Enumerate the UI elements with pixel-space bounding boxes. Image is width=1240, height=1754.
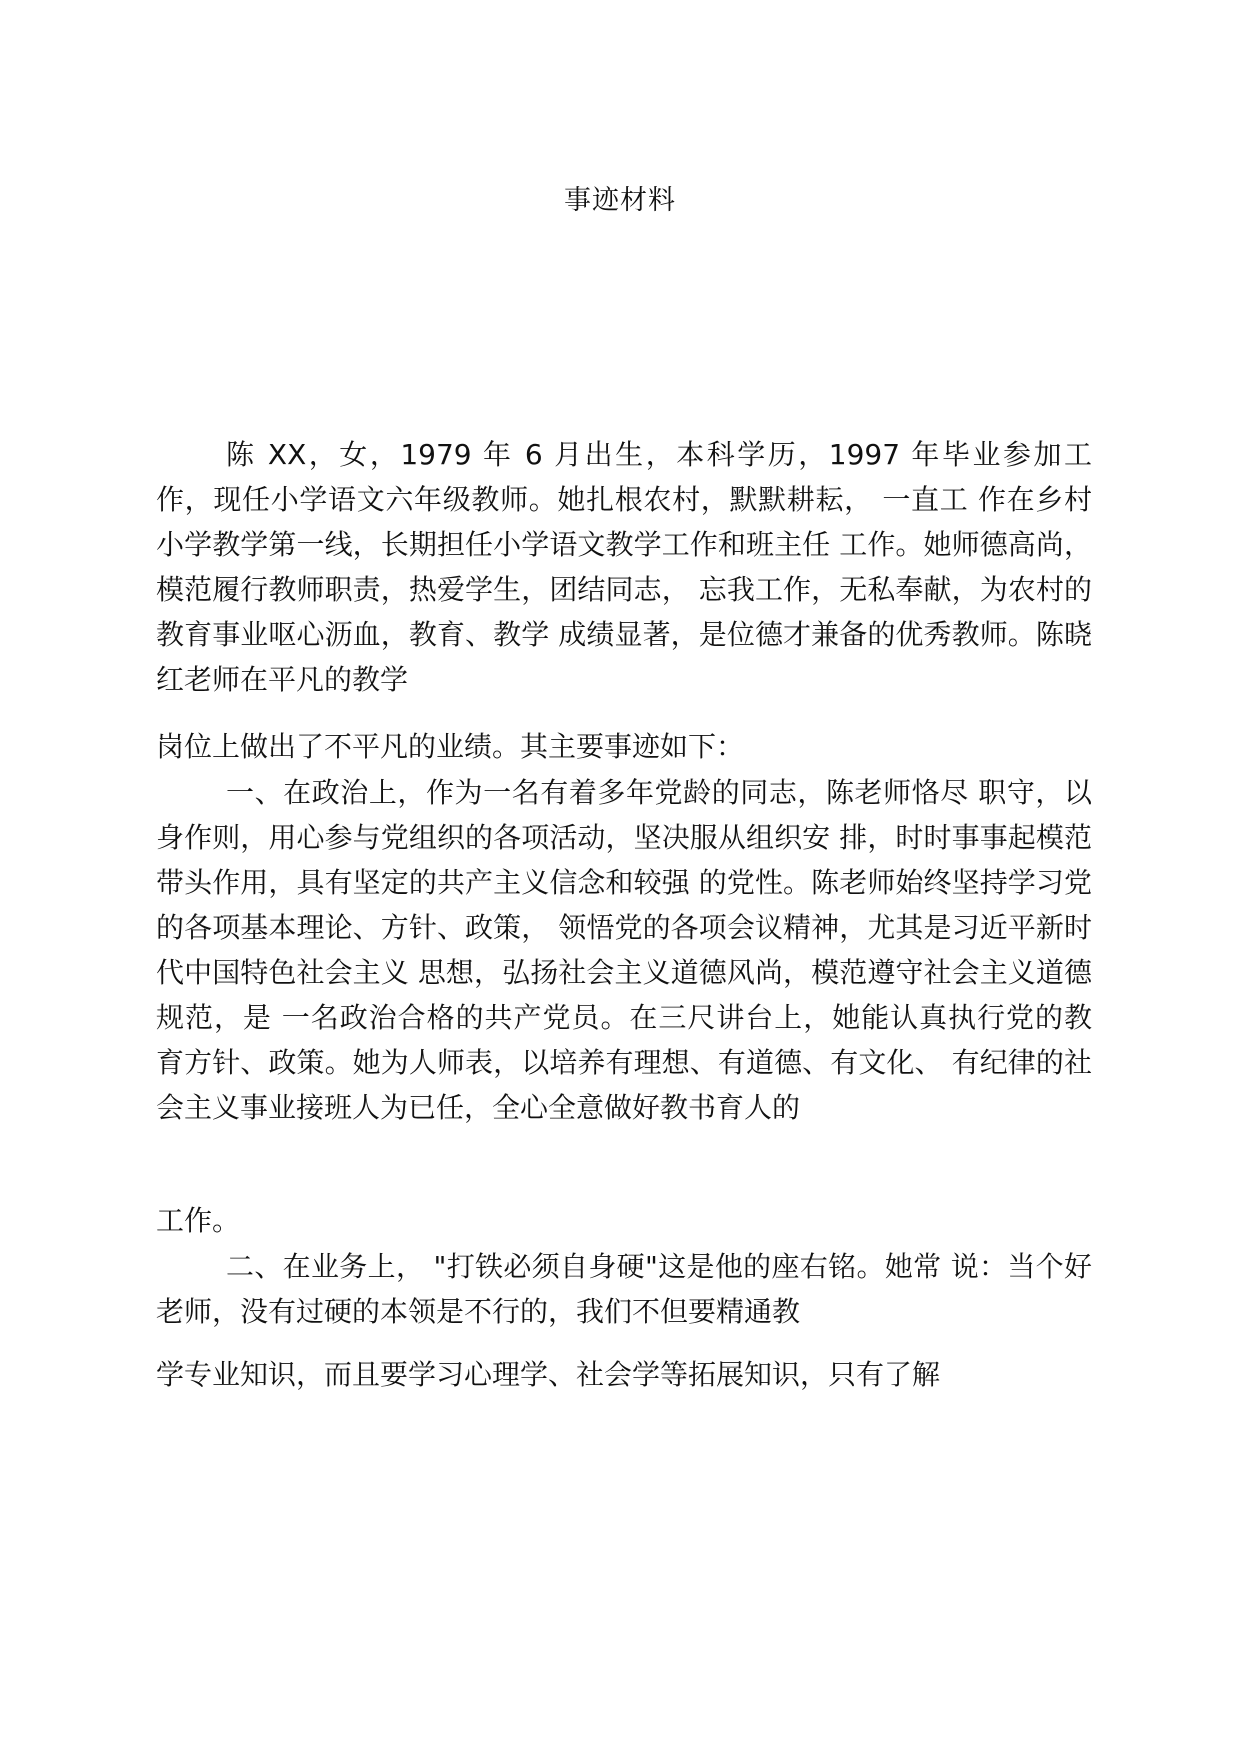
- paragraph-intro: 陈 XX，女，1979 年 6 月出生，本科学历，1997 年毕业参加工 作，现任小学语文六年级教师。她扎根农村，默默耕耘， 一直工 作在乡村小学教学第一线，长期担任小学语文教学工作和班主任 工作。她师德高尚，模范履行教师职责，热爱学生，团结同志， 忘我工作，无私奉献，为农村的教育事业呕心沥血，教育、教学 成绩显著，是位德才兼备的优秀教师。陈晓红老师在平凡的教学: [156, 438, 1092, 696]
- paragraph-intro-continuation: 岗位上做出了不平凡的业绩。其主要事迹如下：: [156, 730, 745, 763]
- paragraph-political-continuation: 工作。: [156, 1204, 241, 1237]
- paragraph-professional: 二、在业务上， "打铁必须自身硬"这是他的座右铭。她常 说：当个好老师，没有过硬的本领是不行的，我们不但要精通教: [156, 1250, 1092, 1328]
- document-title: 事迹材料: [564, 185, 676, 216]
- paragraph-professional-continuation: 学专业知识，而且要学习心理学、社会学等拓展知识，只有了解: [156, 1358, 941, 1391]
- paragraph-political: 一、在政治上，作为一名有着多年党龄的同志，陈老师恪尽 职守，以身作则，用心参与党组织的各项活动，坚决服从组织安 排，时时事事起模范带头作用，具有坚定的共产主义信念和较强 的党性。陈老师始终坚持学习党的各项基本理论、方针、政策， 领悟党的各项会议精神，尤其是习近平新时代中国特色社会主义 思想，弘扬社会主义道德风尚，模范遵守社会主义道德规范，是 一名政治合格的共产党员。在三尺讲台上，她能认真执行党的教 育方针、政策。她为人师表，以培养有理想、有道德、有文化、 有纪律的社会主义事业接班人为已任，全心全意做好教书育人的: [156, 776, 1092, 1124]
